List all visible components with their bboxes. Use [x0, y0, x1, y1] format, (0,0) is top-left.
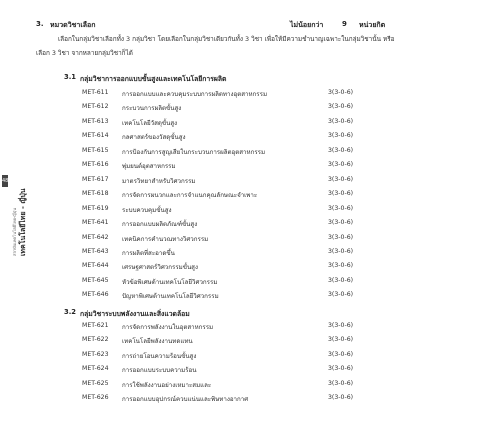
min-credits-label: ไม่น้อยกว่า — [290, 21, 324, 29]
course-credits: 3(3-0-6) — [328, 204, 354, 212]
credit-unit: หน่วยกิต — [359, 21, 386, 29]
course-credits: 3(3-0-6) — [328, 262, 354, 270]
course-name: ระบบควบคุมขั้นสูง — [122, 206, 172, 214]
side-title-svg — [10, 166, 32, 258]
section-header — [36, 20, 436, 32]
course-credits: 3(3-0-6) — [328, 161, 354, 169]
credit-count: 9 — [342, 20, 347, 28]
course-code: MET-618 — [82, 190, 109, 198]
course-credits: 3(3-0-6) — [328, 132, 354, 140]
course-credits: 3(3-0-6) — [328, 103, 354, 111]
course-name: การออกแบบผลิตภัณฑ์ขั้นสูง — [122, 221, 198, 229]
course-code: MET-614 — [82, 132, 109, 140]
course-credits: 3(3-0-6) — [328, 219, 354, 227]
course-credits: 3(3-0-6) — [328, 350, 354, 358]
course-name: ปัญหาพิเศษด้านเทคโนโลยีวิศวกรรม — [122, 293, 219, 301]
course-credits: 3(3-0-6) — [328, 89, 354, 96]
course-credits: 3(3-0-6) — [328, 365, 354, 373]
group-number: 3.1 — [64, 73, 77, 81]
course-code: MET-616 — [82, 161, 109, 169]
course-name: การถ่ายโอนความร้อนขั้นสูง — [122, 352, 197, 360]
course-code: MET-642 — [82, 233, 109, 241]
course-code: MET-617 — [82, 175, 109, 183]
course-credits: 3(3-0-6) — [328, 175, 354, 183]
course-code: MET-626 — [82, 394, 109, 401]
course-code: MET-619 — [82, 204, 109, 212]
page-number-tab — [2, 175, 8, 187]
course-name: มาตรวิทยาสำหรับวิศวกรรม — [122, 177, 196, 185]
course-credits: 3(3-0-6) — [328, 247, 354, 255]
course-credits: 3(3-0-6) — [328, 336, 354, 344]
course-code: MET-622 — [82, 336, 109, 344]
course-code: MET-644 — [82, 262, 109, 270]
side-running-title — [10, 166, 32, 258]
course-code: MET-641 — [82, 219, 109, 227]
page-number: 48 — [2, 178, 9, 184]
course-credits: 3(3-0-6) — [328, 233, 354, 241]
course-code: MET-643 — [82, 247, 109, 255]
course-name: การออกแบบและควบคุมระบบการผลิตทางอุตสาหกรรม — [122, 91, 268, 98]
course-code: MET-613 — [82, 117, 109, 125]
course-code: MET-645 — [82, 276, 109, 284]
section-number: 3. — [36, 20, 44, 28]
course-code: MET-611 — [82, 89, 109, 96]
course-credits: 3(3-0-6) — [328, 117, 354, 125]
course-code: MET-612 — [82, 103, 109, 111]
course-name: การป้องกันการสูญเสียในกระบวนการผลิตอุตสาหกรรม — [122, 148, 266, 156]
course-name: หัวข้อพิเศษด้านเทคโนโลยีวิศวกรรม — [122, 278, 218, 286]
course-code: MET-621 — [82, 322, 109, 329]
course-name: เทคโนโลยีวัสดุขั้นสูง — [122, 119, 178, 127]
intro-line-1: เลือกในกลุ่มวิชาเลือกทั้ง 3 กลุ่มวิชา โดยเลือกในกลุ่มวิชาเดียวกันทั้ง 3 วิชา เพื่อให้มีความชำนาญเฉพาะในกลุ่มวิชานั้น หรือ — [58, 35, 395, 43]
course-name: การออกแบบอุปกรณ์ควบแน่นและพิษทางอากาศ — [122, 396, 249, 403]
group-number: 3.2 — [64, 308, 77, 316]
course-code: MET-624 — [82, 365, 109, 373]
course-credits: 3(3-0-6) — [328, 379, 354, 387]
course-credits: 3(3-0-6) — [328, 146, 354, 154]
course-name: การจัดการผนวกและการจำแนกคุณลักษณะจำเพาะ — [122, 192, 258, 200]
course-name: เศรษฐศาสตร์วิศวกรรมขั้นสูง — [122, 264, 198, 272]
course-credits: 3(3-0-6) — [328, 322, 354, 329]
course-code: MET-625 — [82, 379, 109, 387]
course-name: เทคนิคการคำนวณทางวิศวกรรม — [122, 235, 209, 243]
course-name: การออกแบบระบบความร้อน — [122, 367, 197, 375]
course-code: MET-646 — [82, 291, 109, 299]
course-name: กระบวนการผลิตขั้นสูง — [122, 105, 182, 113]
course-name: การจัดการพลังงานในอุตสาหกรรม — [122, 324, 214, 331]
course-name: พุ่มยนต์อุตสาหกรรม — [122, 163, 176, 171]
course-name: กลศาสตร์ของวัสดุขั้นสูง — [122, 134, 186, 142]
group-title: กลุ่มวิชาระบบพลังงานและสิ่งแวดล้อม — [80, 310, 190, 318]
course-credits: 3(3-0-6) — [328, 291, 354, 299]
course-name: การใช้พลังงานอย่างเหมาะสมและ — [122, 381, 212, 389]
course-credits: 3(3-0-6) — [328, 394, 354, 401]
course-code: MET-615 — [82, 146, 109, 154]
course-credits: 3(3-0-6) — [328, 276, 354, 284]
course-code: MET-623 — [82, 350, 109, 358]
course-name: เทคโนโลยีพลังงานทดแทน — [122, 338, 193, 346]
course-credits: 3(3-0-6) — [328, 190, 354, 198]
side-subheading: สถาบันเทคโนโลยีไทย-ญี่ปุ่น — [12, 207, 17, 256]
side-heading: เทคโนโลยีไทย - ญี่ปุ่น — [19, 188, 27, 256]
group-title: กลุ่มวิชาการออกแบบขั้นสูงและเทคโนโลยีการผลิต — [80, 75, 227, 83]
section-title: หมวดวิชาเลือก — [50, 21, 96, 29]
intro-line-2: เลือก 3 วิชา จากหลายกลุ่มวิชาก็ได้ — [36, 49, 133, 57]
course-name: การผลิตที่สะอาดขึ้น — [122, 249, 175, 257]
